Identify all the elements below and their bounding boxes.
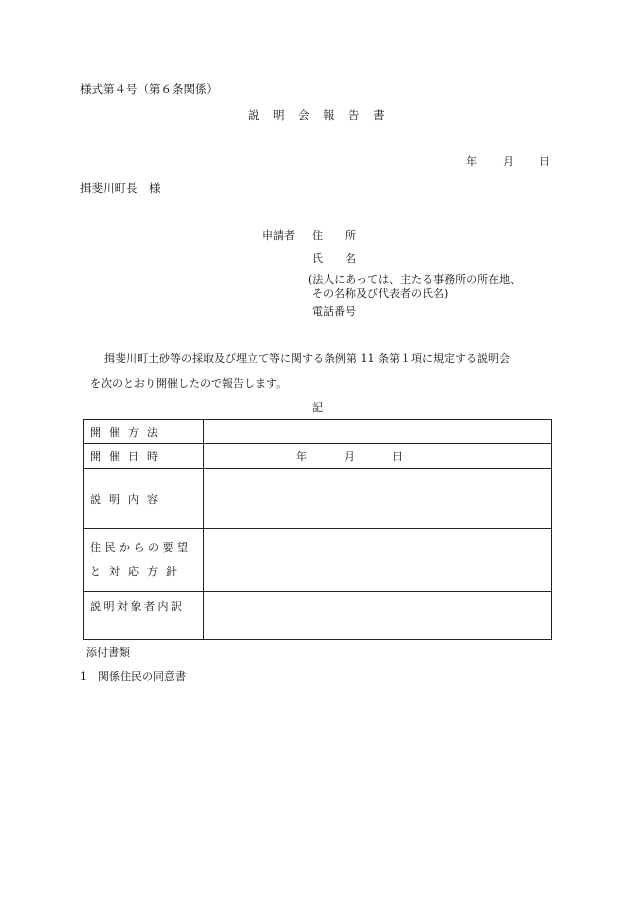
date-year-label: 年 — [466, 155, 477, 168]
body-line-1: 揖斐川町土砂等の採取及び埋立て等に関する条例第 11 条第１項に規定する説明会 — [104, 352, 510, 365]
targets-label: 説明対象者内訳 — [90, 600, 185, 613]
ki-marker: 記 — [312, 401, 323, 414]
addressee: 揖斐川町長 様 — [80, 181, 161, 195]
row-targets — [84, 592, 552, 640]
requests-label-2: と対応方針 — [90, 565, 185, 578]
form-number: 様式第４号（第６条関係） — [80, 82, 218, 96]
date-day-label: 日 — [539, 155, 550, 168]
content-value-cell[interactable] — [204, 469, 552, 529]
page-title: 説 明 会 報 告 書 — [248, 108, 386, 122]
dt-day-label: 日 — [392, 450, 403, 463]
corp-note-line-2: その名称及び代表者の氏名) — [312, 287, 449, 300]
row-datetime — [84, 444, 552, 469]
requests-value-cell[interactable] — [204, 529, 552, 592]
phone-label: 電話番号 — [312, 305, 356, 318]
attachments-label: 添付書類 — [86, 646, 130, 659]
corp-note-line-1: (法人にあっては、主たる事務所の所在地、 — [308, 273, 522, 286]
datetime-label: 開催日時 — [90, 450, 166, 463]
row-content — [84, 469, 552, 529]
applicant-role-label: 申請者 — [262, 229, 295, 242]
targets-value-cell[interactable] — [204, 592, 552, 640]
date-month-label: 月 — [503, 155, 514, 168]
method-label: 開催方法 — [90, 425, 166, 439]
content-label: 説明内容 — [90, 492, 166, 506]
dt-year-label: 年 — [296, 450, 307, 463]
attachment-item-1: 1 関係住民の同意書 — [80, 670, 186, 683]
body-line-2: を次のとおり開催したので報告します。 — [90, 377, 288, 390]
row-requests — [84, 529, 552, 592]
dt-month-label: 月 — [344, 450, 355, 463]
requests-label-1: 住民からの要望 — [90, 541, 192, 554]
row-method — [84, 420, 552, 444]
datetime-value-cell[interactable] — [204, 444, 552, 469]
address-label: 住 所 — [312, 229, 356, 242]
name-label: 氏 名 — [312, 252, 356, 265]
method-value-cell[interactable] — [204, 420, 552, 444]
report-table — [83, 419, 552, 640]
